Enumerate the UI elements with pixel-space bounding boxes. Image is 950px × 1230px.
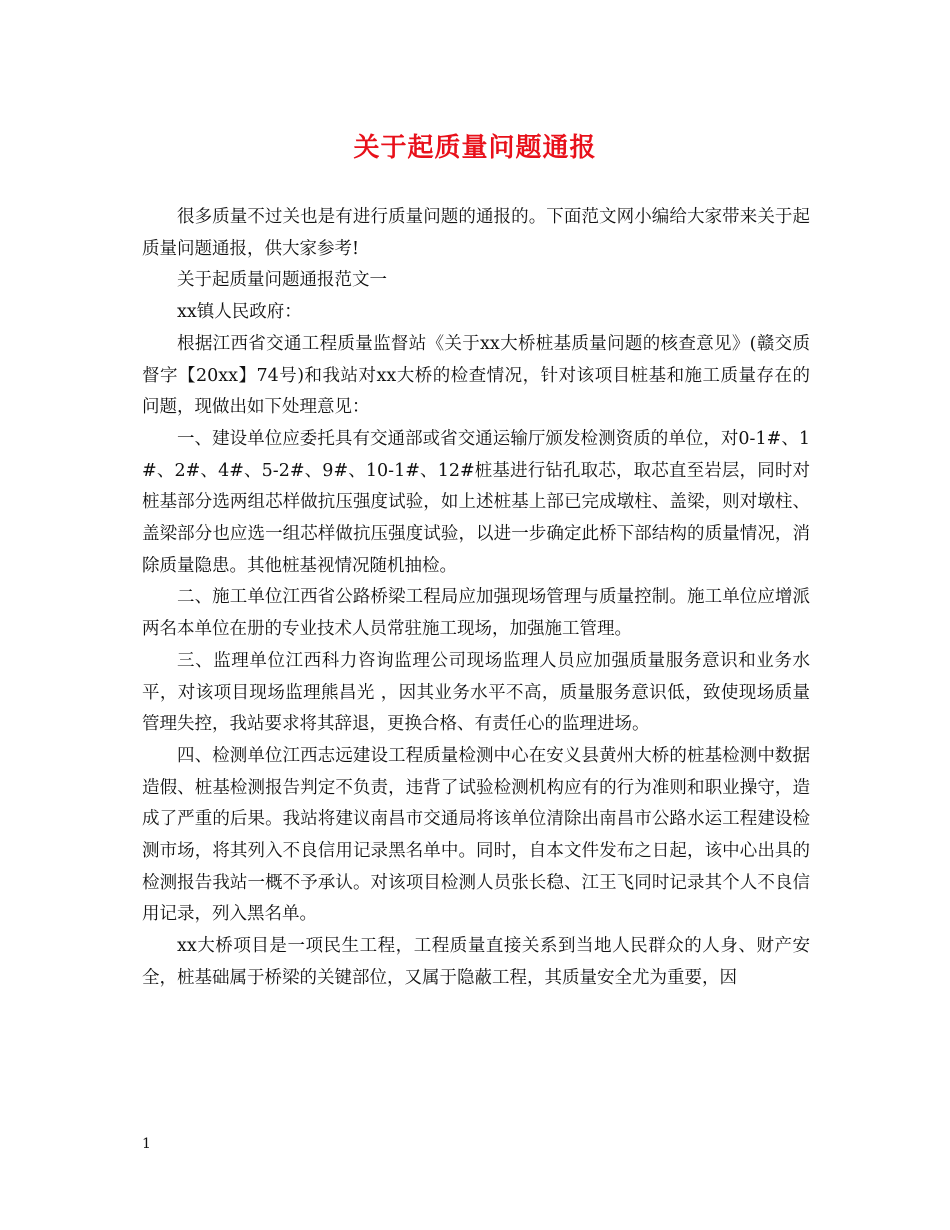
- paragraph-item-2: 二、施工单位江西省公路桥梁工程局应加强现场管理与质量控制。施工单位应增派两名本单位在册的专业技术人员常驻施工现场，加强施工管理。: [142, 587, 810, 640]
- paragraph-conclusion: xx大桥项目是一项民生工程，工程质量直接关系到当地人民群众的人身、财产安全，桩基础属于桥梁的关键部位，又属于隐蔽工程，其质量安全尤为重要，因: [142, 936, 810, 988]
- paragraph-addressee: xx镇人民政府：: [177, 302, 302, 323]
- document-body: [142, 202, 810, 995]
- page-number: 1: [142, 1136, 151, 1152]
- paragraph-item-1: 一、建设单位应委托具有交通部或省交通运输厅颁发检测资质的单位，对0-1#、1#、2#、4#、5-2#、9#、10-1#、12#桩基进行钻孔取芯，取芯直至岩层，同时对桩基部分选两组芯样做抗压强度试验，如上述桩基上部已完成墩柱、盖梁，则对墩柱、盖梁部分也应选一组芯样做抗压强度试验，以进一步确定此桥下部结构的质量情况，消除质量隐患。其他桩基视情况随机抽检。: [142, 428, 810, 576]
- paragraph-basis: 根据江西省交通工程质量监督站《关于xx大桥桩基质量问题的核查意见》(赣交质督字【20xx】74号)和我站对xx大桥的检查情况，针对该项目桩基和施工质量存在的问题，现做出如下处理意见：: [142, 333, 810, 418]
- paragraph-intro: 很多质量不过关也是有进行质量问题的通报的。下面范文网小编给大家带来关于起质量问题通报，供大家参考!: [142, 207, 810, 259]
- paragraph-item-3: 三、监理单位江西科力咨询监理公司现场监理人员应加强质量服务意识和业务水平，对该项目现场监理熊昌光 ，因其业务水平不高，质量服务意识低，致使现场质量管理失控，我站要求将其辞退，更换合格、有责任心的监理进场。: [142, 650, 810, 735]
- document-title: 关于起质量问题通报: [353, 133, 597, 163]
- paragraph-item-4: 四、检测单位江西志远建设工程质量检测中心在安义县黄州大桥的桩基检测中数据造假、桩基检测报告判定不负责，违背了试验检测机构应有的行为准则和职业操守，造成了严重的后果。我站将建议南昌市交通局将该单位清除出南昌市公路水运工程建设检测市场，将其列入不良信用记录黑名单中。同时，自本文件发布之日起，该中心出具的检测报告我站一概不予承认。对该项目检测人员张长稳、江王飞同时记录其个人不良信用记录，列入黑名单。: [142, 745, 810, 925]
- paragraph-sample-heading: 关于起质量问题通报范文一: [177, 270, 387, 291]
